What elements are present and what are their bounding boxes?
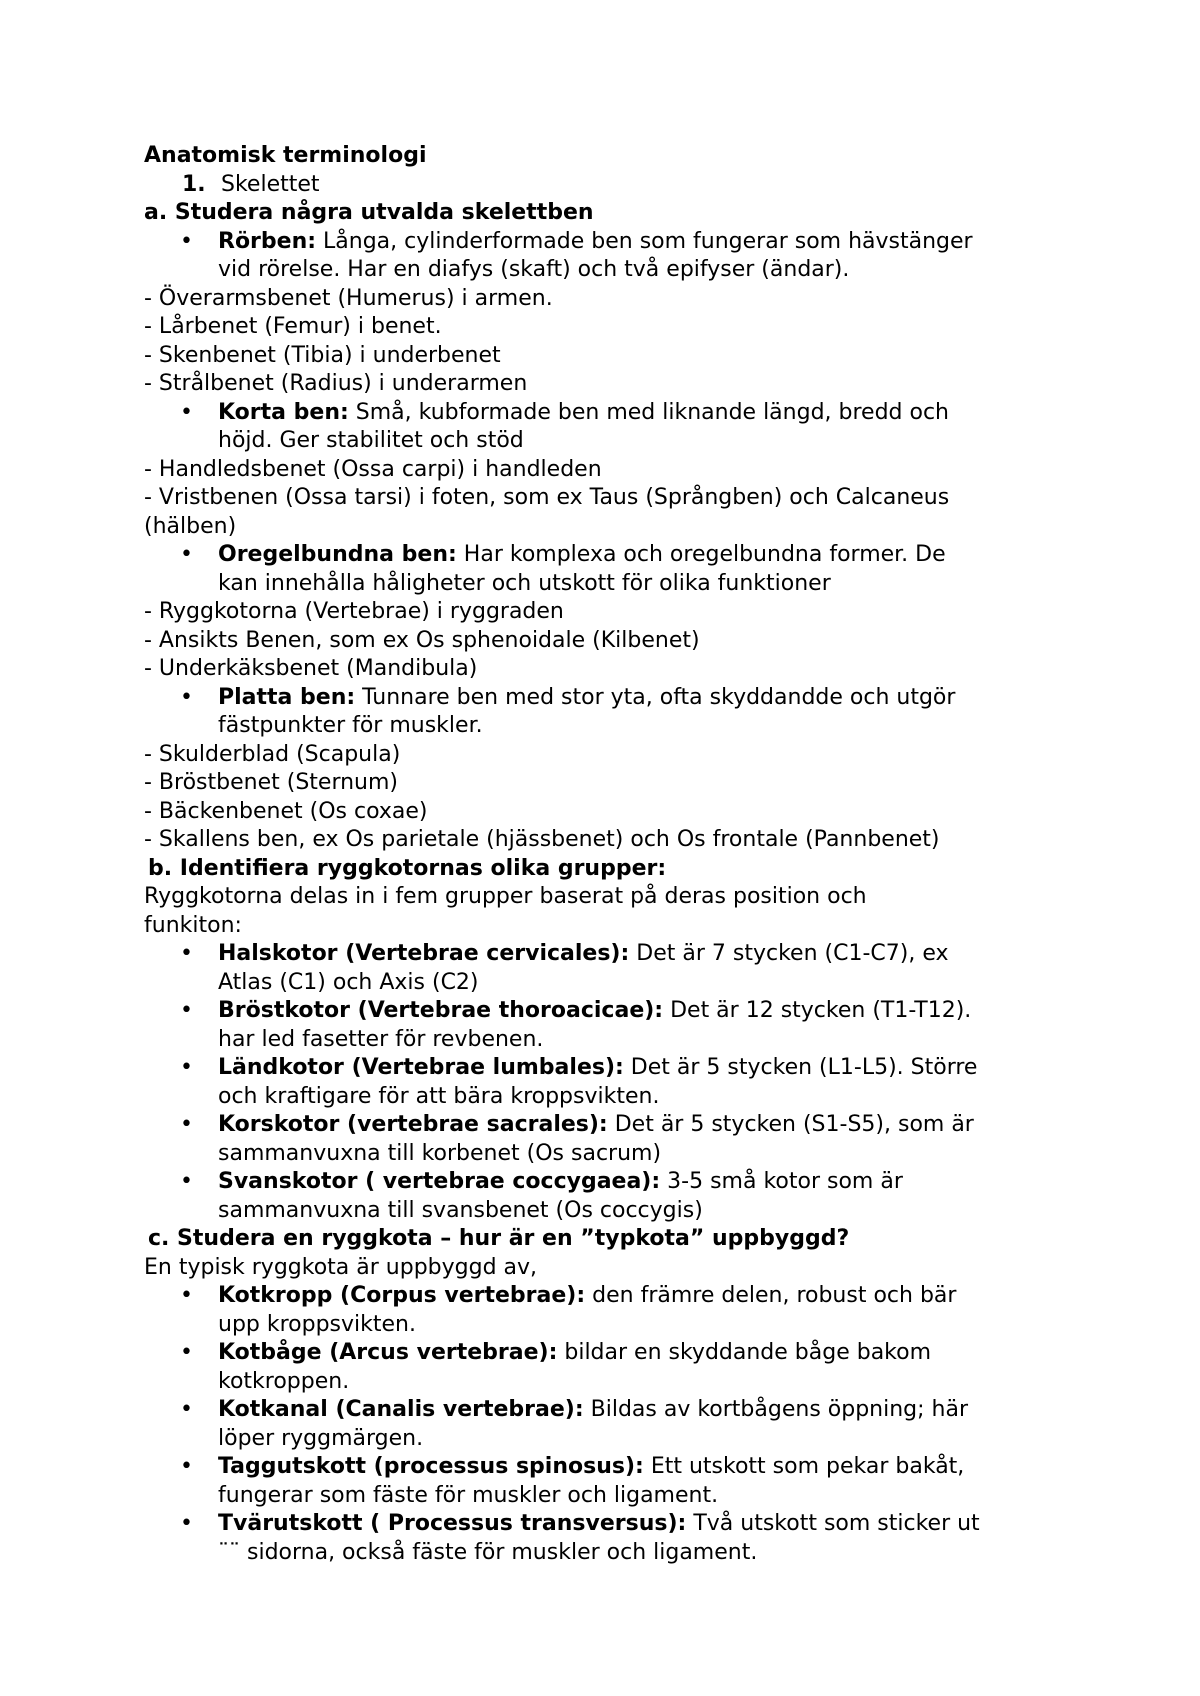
bullet-term: Oregelbundna ben:: [218, 542, 457, 567]
bullet-icon: •: [180, 228, 193, 254]
bullet-continuation: fästpunkter för muskler.: [218, 713, 483, 738]
bullet-term: Platta ben:: [218, 684, 356, 710]
bullet-icon: •: [180, 399, 193, 425]
section-b-heading: b. Identifiera ryggkotornas olika grupper:: [148, 855, 667, 881]
bullet-text: 3-5 små kotor som är: [660, 1169, 903, 1194]
bullet-text: Två utskott som sticker ut: [686, 1511, 980, 1536]
bullet-continuation: ¨¨ sidorna, också fäste för muskler och ligament.: [218, 1539, 758, 1565]
bullet-item: [144, 1396, 1100, 1425]
bullet-term: Rörben:: [218, 228, 317, 254]
bullet-term: Halskotor (Vertebrae cervicales):: [218, 941, 630, 966]
bullet-icon: •: [180, 1283, 193, 1308]
section-a-heading: a. Studera några utvalda skelettben: [144, 200, 594, 225]
bullet-term: Bröstkotor (Vertebrae thoroacicae):: [218, 998, 664, 1023]
section-c-heading: c. Studera en ryggkota – hur är en ”typkota” uppbyggd?: [148, 1226, 850, 1251]
list-number: 1.: [182, 171, 206, 197]
bullet-item: [144, 684, 1100, 713]
bullet-term: Svanskotor ( vertebrae coccygaea):: [218, 1169, 661, 1194]
bullet-text: Det är 7 stycken (C1-C7), ex: [629, 941, 949, 966]
paragraph-line: funkiton:: [144, 912, 242, 938]
bullet-term: Tvärutskott ( Processus transversus):: [218, 1511, 687, 1536]
bullet-term: Kotkanal (Canalis vertebrae):: [218, 1397, 584, 1422]
bullet-item: [144, 1111, 1100, 1140]
list-line: - Ansikts Benen, som ex Os sphenoidale (Kilbenet): [144, 627, 700, 653]
list-line: - Bröstbenet (Sternum): [144, 770, 398, 795]
bullet-item: [144, 399, 1100, 428]
bullet-continuation: har led fasetter för revbenen.: [218, 1026, 544, 1052]
list-line: - Skulderblad (Scapula): [144, 741, 401, 767]
bullet-continuation: fungerar som fäste för muskler och ligament.: [218, 1482, 719, 1508]
bullet-continuation: sammanvuxna till svansbenet (Os coccygis): [218, 1197, 703, 1223]
bullet-item: [144, 1282, 1100, 1311]
bullet-text: Bildas av kortbågens öppning; här: [583, 1397, 969, 1422]
numbered-item: [144, 171, 1100, 200]
list-line: - Vristbenen (Ossa tarsi) i foten, som ex Taus (Språngben) och Calcaneus: [144, 485, 950, 510]
list-line: (hälben): [144, 513, 237, 539]
bullet-item: [144, 228, 1100, 257]
bullet-text: Små, kubformade ben med liknande längd, bredd och: [348, 399, 950, 425]
doc-title: Anatomisk terminologi: [144, 143, 427, 168]
bullet-continuation: kan innehålla håligheter och utskott för olika funktioner: [218, 570, 831, 596]
bullet-continuation: höjd. Ger stabilitet och stöd: [218, 428, 524, 453]
bullet-term: Ländkotor (Vertebrae lumbales):: [218, 1055, 624, 1080]
bullet-item: [144, 541, 1100, 570]
bullet-icon: •: [180, 1511, 193, 1536]
list-line: - Ryggkotorna (Vertebrae) i ryggraden: [144, 599, 564, 624]
bullet-icon: •: [180, 684, 193, 710]
bullet-text: Långa, cylinderformade ben som fungerar som hävstänger: [316, 228, 973, 254]
bullet-continuation: upp kroppsvikten.: [218, 1311, 416, 1337]
list-line: - Underkäksbenet (Mandibula): [144, 656, 478, 681]
bullet-icon: •: [180, 542, 193, 567]
bullet-icon: •: [180, 1169, 193, 1194]
list-line: - Bäckenbenet (Os coxae): [144, 798, 428, 824]
bullet-text: Det är 5 stycken (S1-S5), som är: [607, 1112, 974, 1137]
bullet-icon: •: [180, 941, 193, 966]
list-line: - Skenbenet (Tibia) i underbenet: [144, 342, 501, 368]
bullet-continuation: vid rörelse. Har en diafys (skaft) och två epifyser (ändar).: [218, 257, 850, 282]
bullet-term: Korta ben:: [218, 399, 349, 425]
bullet-icon: •: [180, 998, 193, 1023]
paragraph-line: En typisk ryggkota är uppbyggd av,: [144, 1254, 538, 1280]
bullet-continuation: sammanvuxna till korbenet (Os sacrum): [218, 1140, 662, 1166]
bullet-text: Har komplexa och oregelbundna former. De: [456, 542, 946, 567]
bullet-continuation: kotkroppen.: [218, 1368, 350, 1394]
bullet-term: Kotbåge (Arcus vertebrae):: [218, 1340, 558, 1365]
list-line: - Skallens ben, ex Os parietale (hjässbenet) och Os frontale (Pannbenet): [144, 827, 940, 852]
bullet-term: Taggutskott (processus spinosus):: [218, 1454, 644, 1479]
list-line: - Strålbenet (Radius) i underarmen: [144, 371, 528, 396]
bullet-term: Korskotor (vertebrae sacrales):: [218, 1112, 608, 1137]
bullet-item: [144, 1168, 1100, 1197]
bullet-text: Det är 12 stycken (T1-T12).: [663, 998, 972, 1023]
bullet-text: Tunnare ben med stor yta, ofta skyddandde och utgör: [355, 684, 956, 710]
list-line: - Överarmsbenet (Humerus) i armen.: [144, 285, 553, 311]
bullet-icon: •: [180, 1112, 193, 1137]
bullet-continuation: löper ryggmärgen.: [218, 1425, 424, 1451]
list-line: - Handledsbenet (Ossa carpi) i handleden: [144, 456, 602, 482]
bullet-continuation: och kraftigare för att bära kroppsvikten.: [218, 1083, 660, 1109]
paragraph-line: Ryggkotorna delas in i fem grupper baserat på deras position och: [144, 884, 867, 909]
bullet-icon: •: [180, 1340, 193, 1365]
bullet-item: [144, 1453, 1100, 1482]
bullet-icon: •: [180, 1055, 193, 1080]
bullet-continuation: Atlas (C1) och Axis (C2): [218, 969, 479, 995]
bullet-text: Det är 5 stycken (L1-L5). Större: [623, 1055, 978, 1080]
numbered-label: Skelettet: [221, 171, 320, 197]
bullet-term: Kotkropp (Corpus vertebrae):: [218, 1283, 586, 1308]
bullet-text: den främre delen, robust och bär: [585, 1283, 957, 1308]
bullet-item: [144, 940, 1100, 969]
list-line: - Lårbenet (Femur) i benet.: [144, 314, 442, 339]
bullet-icon: •: [180, 1397, 193, 1422]
bullet-icon: •: [180, 1454, 193, 1479]
bullet-text: Ett utskott som pekar bakåt,: [643, 1454, 965, 1479]
bullet-item: [144, 1339, 1100, 1368]
bullet-text: bildar en skyddande båge bakom: [557, 1340, 932, 1365]
bullet-item: [144, 1510, 1100, 1539]
bullet-item: [144, 1054, 1100, 1083]
bullet-item: [144, 997, 1100, 1026]
